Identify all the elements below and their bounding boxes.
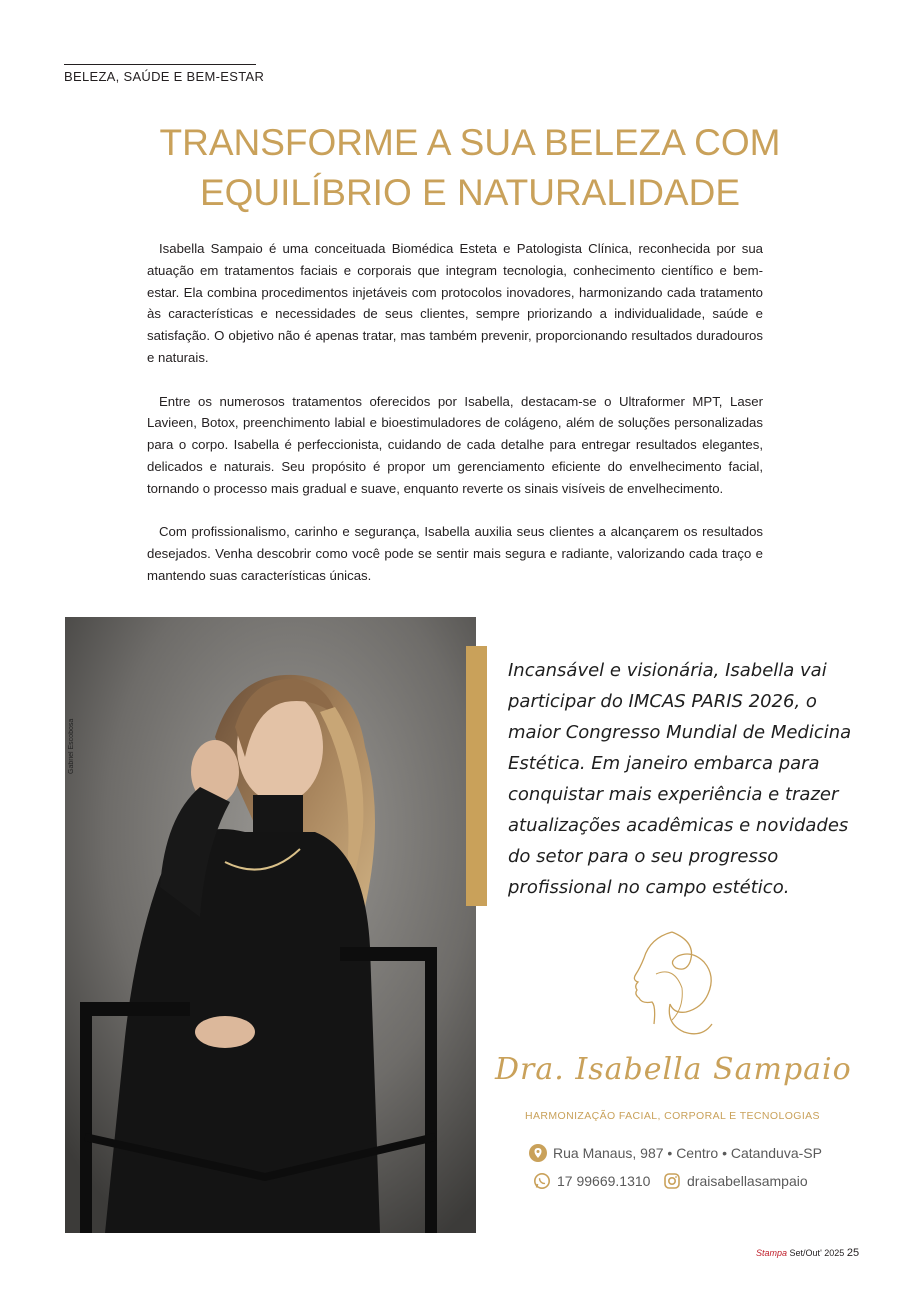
article-body (147, 238, 763, 609)
phone-number: 17 99669.1310 (557, 1173, 651, 1189)
map-pin-icon (529, 1144, 547, 1162)
portrait-illustration (65, 617, 476, 1233)
headline-line-2: EQUILÍBRIO E NATURALIDADE (199, 172, 741, 213)
instagram-icon (663, 1172, 681, 1190)
magazine-name: Stampa (756, 1248, 788, 1258)
section-rule (64, 64, 256, 65)
phone-row[interactable] (533, 1172, 650, 1190)
quote-accent-bar (466, 646, 487, 906)
page-footer (756, 1247, 859, 1259)
pull-quote: Incansável e visionária, Isabella vai participar do IMCAS PARIS 2026, o maior Congresso Mundial de Medicina Estética. Em janeiro embarca para conquistar mais experiência e trazer atualizações acadêmicas e novidades do setor para o seu progresso profissional no campo estético. (508, 660, 852, 898)
photo-credit: Gabriel Escobosa (68, 718, 75, 774)
page-number: 25 (846, 1247, 860, 1259)
address-row (529, 1144, 822, 1162)
instagram-handle: draisabellasampaio (687, 1173, 808, 1189)
body-paragraph-1: Isabella Sampaio é uma conceituada Biomédica Esteta e Patologista Clínica, reconhecida por sua atuação em tratamentos faciais e corporais que integram tecnologia, conhecimento científico e bem-estar. Ela combina procedimentos injetáveis com protocolos inovadores, harmonizando cada tratamento às características e necessidades de seus clientes, sempre priorizando a individualidade, saúde e satisfação. O objetivo não é apenas tratar, mas também prevenir, proporcionando resultados duradouros e naturais. (147, 241, 763, 365)
body-paragraph-2: Entre os numerosos tratamentos oferecidos por Isabella, destacam-se o Ultraformer MPT, Laser Lavieen, Botox, preenchimento labial e bioestimuladores de colágeno, além de soluções personalizadas para o corpo. Isabella é perfeccionista, cuidando de cada detalhe para entregar resultados elegantes, delicados e naturais. Seu propósito é propor um gerenciamento eficiente do envelhecimento facial, tornando o processo mais gradual e suave, enquanto reverte os sinais visíveis de envelhecimento. (147, 393, 763, 496)
headline-line-1: TRANSFORME A SUA BELEZA COM (159, 122, 781, 163)
portrait-photo (65, 617, 476, 1233)
address-text: Rua Manaus, 987 • Centro • Catanduva-SP (553, 1145, 822, 1161)
body-paragraph-3: Com profissionalismo, carinho e segurança, Isabella auxilia seus clientes a alcançarem os resultados desejados. Venha descobrir como você pode se sentir mais segura e radiante, valorizando cada traço e mantendo suas características únicas. (147, 524, 763, 583)
section-label: BELEZA, SAÚDE E BEM-ESTAR (64, 69, 265, 84)
brand-tagline: HARMONIZAÇÃO FACIAL, CORPORAL E TECNOLOGIAS (525, 1110, 820, 1122)
face-profile-logo (612, 928, 722, 1040)
issue-date: Set/Out' 2025 (789, 1248, 845, 1258)
instagram-row[interactable] (663, 1172, 808, 1190)
article-headline (100, 118, 840, 218)
brand-signature: Dra. Isabella Sampaio (495, 1052, 852, 1087)
whatsapp-icon (533, 1172, 551, 1190)
